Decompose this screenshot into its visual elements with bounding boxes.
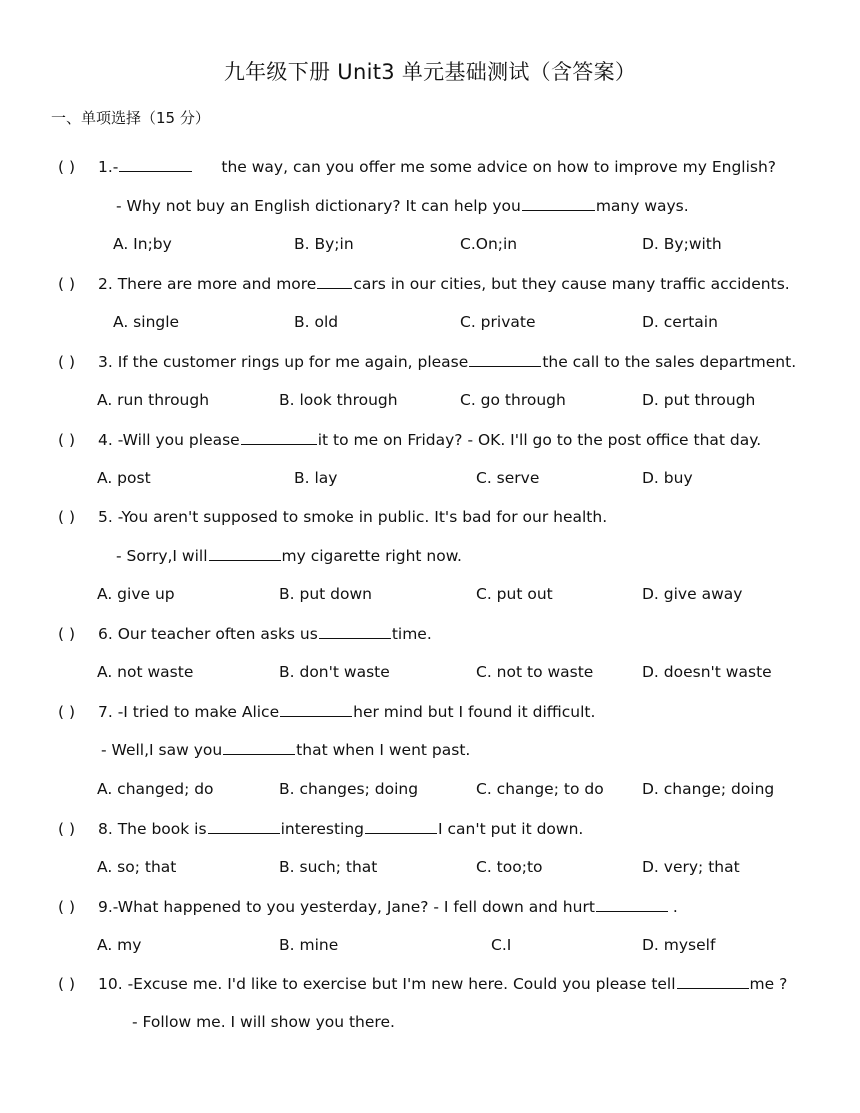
q5-option-d[interactable]: D. give away — [642, 585, 743, 603]
q1-option-d[interactable]: D. By;with — [642, 235, 722, 253]
q9-option-b[interactable]: B. mine — [279, 936, 339, 954]
question-6: ( ) 6. Our teacher often asks us time. — [58, 625, 432, 643]
q7-option-a[interactable]: A. changed; do — [97, 780, 214, 798]
q3-option-b[interactable]: B. look through — [279, 391, 398, 409]
answer-blank — [365, 818, 437, 834]
q5-option-c[interactable]: C. put out — [476, 585, 553, 603]
q9-option-c[interactable]: C.I — [491, 936, 512, 954]
answer-paren: ( ) — [58, 975, 76, 993]
q7-option-d[interactable]: D. change; doing — [642, 780, 775, 798]
question-2: ( ) 2. There are more and more cars in our cities, but they cause many traffic accidents. — [58, 275, 790, 293]
q2-option-a[interactable]: A. single — [113, 313, 180, 331]
q1-option-b[interactable]: B. By;in — [294, 235, 354, 253]
q4-option-c[interactable]: C. serve — [476, 469, 540, 487]
q5-option-a[interactable]: A. give up — [97, 585, 175, 603]
q7-option-c[interactable]: C. change; to do — [476, 780, 604, 798]
question-10-reply: - Follow me. I will show you there. — [132, 1013, 395, 1031]
answer-blank — [209, 545, 281, 561]
answer-blank — [596, 896, 668, 912]
answer-paren: ( ) — [58, 703, 76, 721]
q6-option-b[interactable]: B. don't waste — [279, 663, 390, 681]
q3-option-d[interactable]: D. put through — [642, 391, 756, 409]
q8-option-d[interactable]: D. very; that — [642, 858, 740, 876]
question-4: ( ) 4. -Will you please it to me on Friday? - OK. I'll go to the post office that day. — [58, 431, 762, 449]
question-7-reply: - Well,I saw you that when I went past. — [101, 741, 471, 759]
answer-paren: ( ) — [58, 508, 76, 526]
q5-option-b[interactable]: B. put down — [279, 585, 372, 603]
q3-option-c[interactable]: C. go through — [460, 391, 566, 409]
answer-paren: ( ) — [58, 820, 76, 838]
question-5-reply: - Sorry,I will my cigarette right now. — [116, 547, 462, 565]
question-5: ( ) 5. -You aren't supposed to smoke in public. It's bad for our health. — [58, 508, 608, 526]
answer-blank — [522, 195, 595, 211]
page-title: 九年级下册 Unit3 单元基础测试（含答案） — [223, 60, 637, 84]
question-3: ( ) 3. If the customer rings up for me again, please the call to the sales department. — [58, 353, 797, 371]
q6-option-c[interactable]: C. not to waste — [476, 663, 594, 681]
q8-option-b[interactable]: B. such; that — [279, 858, 378, 876]
answer-paren: ( ) — [58, 625, 76, 643]
q7-option-b[interactable]: B. changes; doing — [279, 780, 419, 798]
question-10: ( ) 10. -Excuse me. I'd like to exercise but I'm new here. Could you please tell me ? — [58, 975, 788, 993]
q2-option-b[interactable]: B. old — [294, 313, 339, 331]
answer-blank — [241, 429, 317, 445]
q4-option-a[interactable]: A. post — [97, 469, 151, 487]
answer-blank — [317, 273, 352, 289]
q4-option-d[interactable]: D. buy — [642, 469, 693, 487]
answer-blank — [677, 973, 749, 989]
answer-paren: ( ) — [58, 275, 76, 293]
answer-blank — [119, 156, 192, 172]
answer-paren: ( ) — [58, 158, 76, 176]
question-8: ( ) 8. The book is interesting I can't put it down. — [58, 820, 584, 838]
q1-option-a[interactable]: A. In;by — [113, 235, 172, 253]
question-9: ( ) 9.-What happened to you yesterday, Jane? - I fell down and hurt . — [58, 898, 678, 916]
answer-paren: ( ) — [58, 431, 76, 449]
answer-blank — [223, 739, 295, 755]
question-1-reply: - Why not buy an English dictionary? It can help you many ways. — [116, 197, 689, 215]
q6-option-a[interactable]: A. not waste — [97, 663, 194, 681]
answer-blank — [469, 351, 541, 367]
q2-option-c[interactable]: C. private — [460, 313, 536, 331]
q1-option-c[interactable]: C.On;in — [460, 235, 518, 253]
answer-paren: ( ) — [58, 898, 76, 916]
q9-option-d[interactable]: D. myself — [642, 936, 716, 954]
answer-blank — [280, 701, 352, 717]
q8-option-a[interactable]: A. so; that — [97, 858, 177, 876]
q6-option-d[interactable]: D. doesn't waste — [642, 663, 772, 681]
section-heading: 一、单项选择（15 分） — [51, 109, 210, 127]
question-7: ( ) 7. -I tried to make Alice her mind but I found it difficult. — [58, 703, 596, 721]
answer-paren: ( ) — [58, 353, 76, 371]
q4-option-b[interactable]: B. lay — [294, 469, 338, 487]
q3-option-a[interactable]: A. run through — [97, 391, 210, 409]
q9-option-a[interactable]: A. my — [97, 936, 142, 954]
question-1: ( ) 1.- the way, can you offer me some advice on how to improve my English? — [58, 158, 777, 176]
q8-option-c[interactable]: C. too;to — [476, 858, 543, 876]
answer-blank — [208, 818, 280, 834]
answer-blank — [319, 623, 391, 639]
q2-option-d[interactable]: D. certain — [642, 313, 718, 331]
